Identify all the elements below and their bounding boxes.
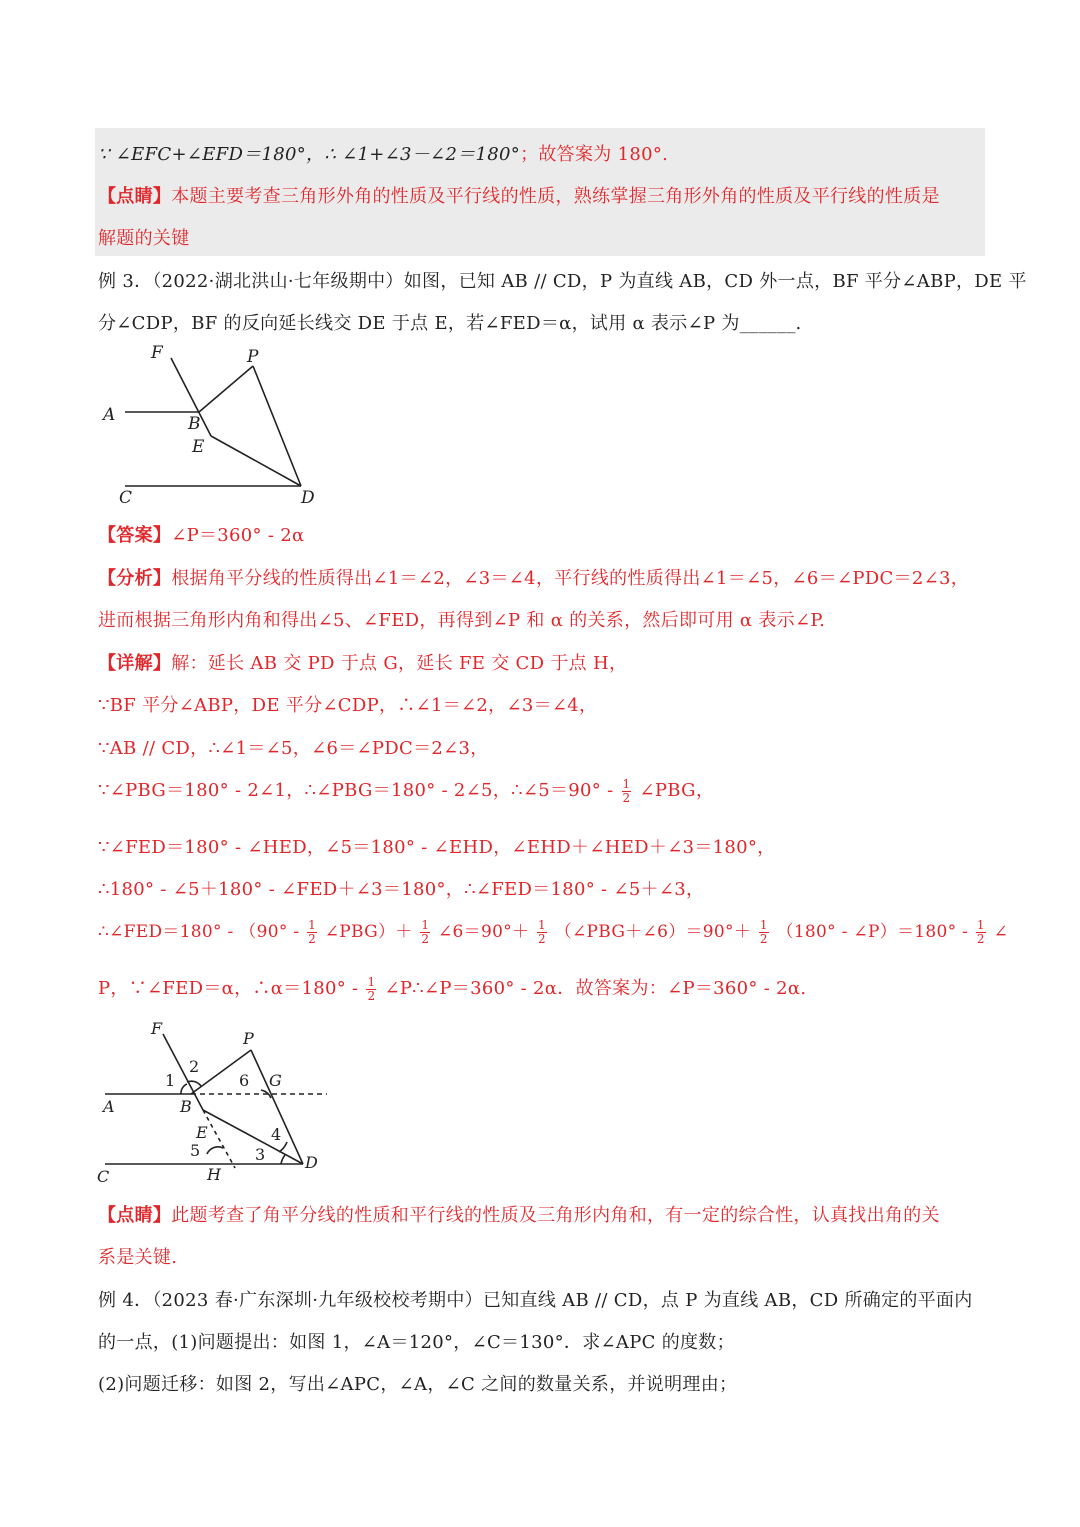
fig1-label-d: D: [301, 488, 315, 508]
answer-line: 【答案】∠P＝360° - 2α: [98, 525, 305, 546]
angle-arc-5: [207, 1147, 223, 1154]
fig2-label-a: A: [103, 1097, 115, 1116]
line-ed: [211, 436, 301, 486]
detail-line-2: ∵BF 平分∠ABP，DE 平分∠CDP，∴∠1＝∠2，∠3＝∠4，: [98, 695, 598, 716]
detail-line-3: ∵AB // CD，∴∠1＝∠5，∠6＝∠PDC＝2∠3，: [98, 738, 489, 759]
detail-line-8: P，∵∠FED＝α，∴α＝180° - $\frac{1}{2}$ ∠P∴∠P＝360° - 2α．故答案为：∠P＝360° - 2α.: [98, 974, 807, 1003]
angle-arc-1: [181, 1084, 187, 1094]
fig2-label-h: H: [207, 1165, 221, 1184]
dianjing-line-1: 【点睛】本题主要考查三角形外角的性质及平行线的性质，熟练掌握三角形外角的性质及平行线的性质是: [98, 186, 940, 207]
example4-line-2: 的一点，(1)问题提出：如图 1，∠A＝120°，∠C＝130°．求∠APC 的度数；: [98, 1332, 735, 1353]
dianjing-line-2: 解题的关键: [98, 228, 190, 249]
fraction-half: $\frac{1}{2}$: [538, 918, 546, 946]
fraction-half: $\frac{1}{2}$: [421, 918, 430, 946]
detail-line-1: 【详解】解：延长 AB 交 PD 于点 G，延长 FE 交 CD 于点 H，: [98, 653, 628, 674]
fig2-label-3: 3: [255, 1145, 266, 1164]
fig2-label-p: P: [243, 1029, 254, 1048]
line-ed: [203, 1110, 303, 1164]
fig2-label-6: 6: [239, 1071, 250, 1090]
fig2-label-f: F: [151, 1019, 163, 1038]
fig1-label-e: E: [192, 437, 205, 457]
fig2-label-c: C: [97, 1167, 110, 1186]
detail-line-5: ∵∠FED＝180° - ∠HED，∠5＝180° - ∠EHD，∠EHD＋∠HED＋∠3＝180°，: [98, 837, 776, 858]
fig2-label-2: 2: [189, 1057, 200, 1076]
solution-end-line: ∵ ∠EFC+∠EFD＝180°，∴ ∠1+∠3－∠2＝180°；故答案为 180°.: [98, 144, 669, 165]
fraction-half: $\frac{1}{2}$: [976, 918, 985, 946]
fraction-half: $\frac{1}{2}$: [622, 776, 631, 805]
fig2-label-b: B: [180, 1097, 192, 1116]
detail-line-4: ∵∠PBG＝180° - 2∠1，∴∠PBG＝180° - 2∠5，∴∠5＝90° - $\frac{1}{2}$ ∠PBG，: [98, 776, 715, 805]
example4-line-3: (2)问题迁移：如图 2，写出∠APC，∠A，∠C 之间的数量关系，并说明理由；: [98, 1374, 738, 1395]
example3-line-2: 分∠CDP，BF 的反向延长线交 DE 于点 E，若∠FED＝α，试用 α 表示∠P 为______.: [98, 313, 802, 334]
example4-line-1: 例 4．（2023 春·广东深圳·九年级校校考期中）已知直线 AB // CD，点 P 为直线 AB，CD 所确定的平面内: [98, 1290, 973, 1311]
detail-line-6: ∴180° - ∠5＋180° - ∠FED＋∠3＝180°，∴∠FED＝180° - ∠5＋∠3，: [98, 879, 705, 900]
fig2-label-4: 4: [271, 1125, 282, 1144]
fraction-half: $\frac{1}{2}$: [308, 918, 317, 946]
dianjing2-line-2: 系是关键.: [98, 1247, 178, 1268]
fig1-label-c: C: [119, 488, 133, 508]
fig2-label-g: G: [269, 1071, 282, 1090]
fig2-label-5: 5: [190, 1141, 201, 1160]
example3-line-1: 例 3．（2022·湖北洪山·七年级期中）如图，已知 AB // CD，P 为直线 AB，CD 外一点，BF 平分∠ABP，DE 平: [98, 271, 1027, 292]
detail-line-7: ∴∠FED＝180° - （90° - $\frac{1}{2}$ ∠PBG）＋ $\frac{1}{2}$ ∠6＝90°＋ $\frac{1}{2}$ （∠PBG＋∠6）＝90°＋ $\frac{1}{2}$ （180° - ∠P）＝180° - $\frac{1}{2}$ ∠: [98, 918, 1009, 946]
fraction-half: $\frac{1}{2}$: [759, 918, 768, 946]
analysis-line-1: 【分析】根据角平分线的性质得出∠1＝∠2，∠3＝∠4，平行线的性质得出∠1＝∠5，∠6＝∠PDC＝2∠3，: [98, 568, 970, 589]
line-bp: [199, 366, 253, 412]
fig1-label-p: P: [247, 347, 259, 367]
fig2-label-d: D: [305, 1153, 318, 1172]
analysis-line-2: 进而根据三角形内角和得出∠5、∠FED，再得到∠P 和 α 的关系，然后即可用 α 表示∠P.: [98, 610, 826, 631]
fraction-half: $\frac{1}{2}$: [367, 974, 376, 1003]
line-pd: [253, 366, 301, 486]
dianjing2-line-1: 【点睛】此题考查了角平分线的性质和平行线的性质及三角形内角和，有一定的综合性，认真找出角的关: [98, 1205, 940, 1226]
figure-1: [95, 340, 335, 510]
fig1-label-f: F: [151, 343, 163, 363]
angle-arc-3: [281, 1155, 285, 1164]
fig1-label-b: B: [188, 414, 201, 434]
fig1-label-a: A: [103, 405, 116, 425]
fig2-label-e: E: [196, 1123, 208, 1142]
figure-2: [95, 1018, 335, 1193]
fig2-label-1: 1: [165, 1071, 176, 1090]
